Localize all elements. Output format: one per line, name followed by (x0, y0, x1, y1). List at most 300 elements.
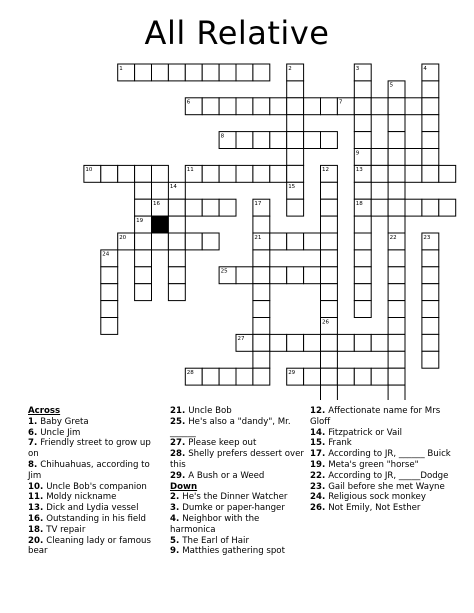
clue-num: 21. (170, 406, 189, 416)
grid-cell[interactable] (422, 233, 439, 250)
grid-cell[interactable] (152, 233, 169, 250)
down-clue (310, 492, 460, 503)
clue-number: 15 (288, 184, 296, 191)
grid-cell[interactable] (371, 98, 388, 115)
clue-text: The Earl of Hair (182, 535, 249, 546)
grid-cell[interactable] (236, 267, 253, 284)
grid-cell[interactable] (253, 368, 270, 385)
grid-cell[interactable] (202, 64, 219, 81)
grid-cell[interactable] (388, 98, 405, 115)
clue-num: 22. (310, 470, 329, 481)
grid-cell[interactable] (135, 250, 152, 267)
grid-cell[interactable] (388, 81, 405, 98)
grid-cell[interactable] (101, 267, 118, 284)
grid-cell[interactable] (422, 250, 439, 267)
grid-cell[interactable] (354, 132, 371, 149)
down-clue (170, 503, 306, 514)
grid-cell[interactable] (101, 318, 118, 335)
clue-number: 19 (136, 217, 144, 224)
clue-num: 6. (28, 427, 41, 438)
grid-cell[interactable] (287, 81, 304, 98)
clue-text: Fitzpatrick or Vail (328, 427, 403, 438)
clue-number: 12 (322, 167, 329, 174)
grid-cell[interactable] (422, 165, 439, 182)
grid-cell[interactable] (135, 216, 152, 233)
clue-num: 4. (170, 513, 183, 524)
grid-cell[interactable] (388, 165, 405, 182)
grid-cell[interactable] (422, 334, 439, 351)
grid-cell[interactable] (304, 267, 321, 284)
clue-number: 8 (220, 133, 225, 140)
grid-cell[interactable] (321, 351, 338, 368)
grid-cell[interactable] (354, 284, 371, 301)
down-clue (170, 514, 306, 536)
down-clue (170, 536, 306, 547)
clue-num: 24. (310, 492, 329, 503)
grid-cell[interactable] (321, 132, 338, 149)
clue-number: 10 (85, 167, 93, 174)
grid-cell[interactable] (321, 98, 338, 115)
grid-cell[interactable] (101, 301, 118, 318)
clue-number: 23 (423, 234, 431, 241)
grid-cell[interactable] (101, 250, 118, 267)
grid-cell[interactable] (101, 284, 118, 301)
grid-cell[interactable] (422, 81, 439, 98)
clue-text: He's also a "dandy", Mr. ______ (170, 416, 291, 438)
clue-number: 20 (119, 234, 127, 241)
grid-cell[interactable] (219, 368, 236, 385)
grid-cell[interactable] (168, 267, 185, 284)
grid-cell[interactable] (321, 267, 338, 284)
grid-cell[interactable] (388, 385, 405, 400)
grid-cell[interactable] (422, 132, 439, 149)
clue-num: 23. (310, 481, 329, 492)
grid-cell[interactable] (287, 132, 304, 149)
down-heading: Down (170, 481, 198, 492)
clue-num: 11. (28, 492, 47, 503)
grid-cell[interactable] (236, 132, 253, 149)
grid-cell[interactable] (321, 199, 338, 216)
grid-cell[interactable] (371, 368, 388, 385)
clue-text: According to JR, _____Dodge (328, 470, 449, 481)
grid-cell[interactable] (354, 216, 371, 233)
clue-text: A Bush or a Weed (188, 470, 265, 481)
clue-num: 15. (310, 438, 329, 449)
grid-cell[interactable] (236, 64, 253, 81)
grid-cell[interactable] (354, 199, 371, 216)
grid-cell[interactable] (321, 385, 338, 400)
across-clue (28, 536, 163, 558)
grid-cell[interactable] (337, 98, 354, 115)
across-clue (28, 460, 163, 482)
grid-cell[interactable] (321, 182, 338, 199)
grid-cell[interactable] (354, 149, 371, 166)
grid-cell[interactable] (354, 334, 371, 351)
grid-cell[interactable] (354, 182, 371, 199)
grid-cell[interactable] (321, 250, 338, 267)
grid-cell[interactable] (388, 301, 405, 318)
grid-cell[interactable] (270, 334, 287, 351)
grid-cell[interactable] (371, 165, 388, 182)
grid-cell[interactable] (287, 115, 304, 132)
clue-number: 28 (186, 370, 194, 376)
grid-cell[interactable] (118, 233, 135, 250)
grid-cell[interactable] (84, 165, 101, 182)
grid-cell[interactable] (253, 351, 270, 368)
grid-cell[interactable] (354, 81, 371, 98)
clue-text: Friendly street to grow up on (28, 438, 151, 460)
grid-cell[interactable] (388, 284, 405, 301)
grid-cell[interactable] (253, 216, 270, 233)
clue-text: Outstanding in his field (46, 513, 146, 524)
grid-cell[interactable] (388, 334, 405, 351)
grid-cell[interactable] (287, 64, 304, 81)
clue-text: Uncle Bob (188, 406, 232, 416)
clue-number: 18 (355, 201, 363, 207)
clue-num: 3. (170, 503, 183, 514)
grid-cell[interactable] (304, 368, 321, 385)
grid-cell[interactable] (371, 199, 388, 216)
clue-number: 6 (186, 99, 191, 106)
grid-cell[interactable] (321, 368, 338, 385)
grid-cell[interactable] (168, 64, 185, 81)
grid-cell[interactable] (219, 98, 236, 115)
grid-cell[interactable] (118, 64, 135, 81)
grid-cell[interactable] (168, 199, 185, 216)
down-clue (310, 449, 460, 460)
across-clue (170, 417, 306, 439)
grid-cell[interactable] (253, 284, 270, 301)
clue-num: 9. (170, 546, 183, 557)
clue-num: 26. (310, 503, 329, 514)
clue-num: 16. (28, 513, 47, 524)
grid-cell[interactable] (354, 233, 371, 250)
grid-cell[interactable] (219, 132, 236, 149)
clue-number: 4 (423, 65, 427, 72)
grid-cell[interactable] (168, 182, 185, 199)
grid-cell[interactable] (253, 250, 270, 267)
down-clue (170, 492, 306, 503)
across-clue (28, 525, 163, 536)
grid-cell[interactable] (287, 149, 304, 166)
grid-cell[interactable] (185, 165, 202, 182)
grid-cell[interactable] (321, 301, 338, 318)
grid-cell[interactable] (236, 334, 253, 351)
grid-cell[interactable] (219, 199, 236, 216)
grid-cell[interactable] (388, 149, 405, 166)
clue-number: 5 (389, 82, 394, 89)
grid-cell[interactable] (371, 149, 388, 166)
grid-cell[interactable] (354, 267, 371, 284)
grid-cell[interactable] (388, 351, 405, 368)
clue-number: 1 (119, 65, 123, 72)
grid-cell[interactable] (253, 98, 270, 115)
grid-cell[interactable] (219, 165, 236, 182)
grid-cell[interactable] (439, 199, 456, 216)
clue-text: According to JR, ______ Buick (328, 449, 451, 460)
grid-cell[interactable] (135, 233, 152, 250)
across-clue (28, 417, 163, 428)
down-clue (310, 482, 460, 493)
grid-cell[interactable] (388, 216, 405, 233)
grid-cell[interactable] (337, 334, 354, 351)
clue-column-1 (28, 406, 163, 557)
grid-cell[interactable] (321, 233, 338, 250)
grid-cell[interactable] (321, 216, 338, 233)
grid-cell[interactable] (270, 98, 287, 115)
clue-text: Shelly prefers dessert over this (170, 449, 304, 470)
clue-text: Religious sock monkey (328, 492, 426, 503)
grid-cell[interactable] (422, 267, 439, 284)
grid-cell[interactable] (422, 284, 439, 301)
clue-text: Baby Greta (40, 416, 89, 427)
grid-cell[interactable] (287, 368, 304, 385)
grid-cell[interactable] (202, 233, 219, 250)
clue-number: 11 (186, 167, 194, 174)
clue-number: 29 (288, 370, 296, 376)
clue-num: 13. (28, 503, 47, 514)
grid-cell[interactable] (422, 115, 439, 132)
grid-cell[interactable] (135, 199, 152, 216)
grid-block (152, 216, 169, 233)
grid-cell[interactable] (422, 64, 439, 81)
clue-num: 27. (170, 438, 189, 449)
across-clue (170, 471, 306, 482)
grid-cell[interactable] (152, 165, 169, 182)
grid-cell[interactable] (135, 284, 152, 301)
grid-cell[interactable] (253, 334, 270, 351)
grid-cell[interactable] (118, 165, 135, 182)
grid-cell[interactable] (202, 368, 219, 385)
grid-cell[interactable] (168, 233, 185, 250)
clue-text: Matthies gathering spot (182, 546, 285, 557)
clue-num: 1. (28, 416, 41, 427)
grid-cell[interactable] (202, 199, 219, 216)
grid-cell[interactable] (253, 64, 270, 81)
grid-cell[interactable] (422, 149, 439, 166)
clue-number: 2 (288, 65, 292, 72)
across-clue (28, 514, 163, 525)
clue-num: 14. (310, 427, 329, 438)
grid-cell[interactable] (405, 165, 422, 182)
down-clue (310, 438, 460, 449)
clue-text: TV repair (46, 524, 86, 535)
grid-cell[interactable] (388, 318, 405, 335)
grid-cell[interactable] (354, 64, 371, 81)
grid-cell[interactable] (388, 368, 405, 385)
grid-cell[interactable] (337, 368, 354, 385)
grid-cell[interactable] (287, 98, 304, 115)
grid-cell[interactable] (253, 233, 270, 250)
clue-text: He's the Dinner Watcher (182, 492, 288, 503)
grid-cell[interactable] (304, 98, 321, 115)
grid-cell[interactable] (371, 334, 388, 351)
grid-cell[interactable] (202, 165, 219, 182)
grid-cell[interactable] (321, 334, 338, 351)
grid-cell[interactable] (185, 233, 202, 250)
clue-number: 21 (254, 234, 262, 241)
down-clue (310, 503, 460, 514)
down-clue (310, 460, 460, 471)
clue-num: 5. (170, 535, 183, 546)
grid-cell[interactable] (287, 199, 304, 216)
clue-text: Chihuahuas, according to Jim (28, 459, 150, 481)
clue-num: 20. (28, 535, 47, 546)
grid-cell[interactable] (287, 182, 304, 199)
clue-num: 17. (310, 449, 329, 460)
grid-cell[interactable] (388, 233, 405, 250)
grid-cell[interactable] (185, 64, 202, 81)
grid-cell[interactable] (253, 318, 270, 335)
clue-text: Dumke or paper-hanger (182, 503, 285, 514)
clue-text: Gail before she met Wayne (328, 481, 445, 492)
clue-number: 26 (322, 319, 329, 326)
clue-text: Not Emily, Not Esther (328, 503, 421, 514)
grid-cell[interactable] (135, 267, 152, 284)
clue-text: Meta's green "horse" (328, 459, 419, 470)
grid-cell[interactable] (101, 165, 118, 182)
grid-cell[interactable] (185, 199, 202, 216)
grid-cell[interactable] (388, 250, 405, 267)
grid-cell[interactable] (354, 368, 371, 385)
grid-cell[interactable] (152, 64, 169, 81)
across-clue (28, 428, 163, 439)
grid-cell[interactable] (253, 165, 270, 182)
grid-cell[interactable] (270, 165, 287, 182)
grid-cell[interactable] (270, 267, 287, 284)
clue-number: 24 (102, 251, 110, 258)
grid-cell[interactable] (185, 98, 202, 115)
clue-number: 9 (355, 150, 360, 157)
grid-cell[interactable] (185, 368, 202, 385)
grid-cell[interactable] (253, 267, 270, 284)
clue-num: 8. (28, 459, 41, 470)
clue-num: 18. (28, 524, 47, 535)
clue-text: Dick and Lydia vessel (46, 503, 139, 514)
grid-cell[interactable] (135, 182, 152, 199)
grid-cell[interactable] (321, 318, 338, 335)
clue-num: 19. (310, 459, 329, 470)
grid-cell[interactable] (354, 98, 371, 115)
grid-cell[interactable] (202, 98, 219, 115)
grid-cell[interactable] (388, 199, 405, 216)
grid-cell[interactable] (405, 149, 422, 166)
clue-number: 27 (237, 336, 245, 343)
grid-cell[interactable] (388, 132, 405, 149)
grid-cell[interactable] (388, 267, 405, 284)
across-clue (170, 406, 306, 417)
clue-number: 16 (153, 201, 160, 207)
grid-cell[interactable] (439, 165, 456, 182)
clue-num: 12. (310, 406, 329, 416)
puzzle-title: All Relative (144, 14, 330, 52)
across-clue (28, 482, 163, 493)
clue-column-3 (310, 406, 460, 514)
grid-cell[interactable] (236, 98, 253, 115)
clue-number: 17 (254, 201, 262, 207)
clue-text: Frank (328, 438, 352, 449)
down-clue (310, 471, 460, 482)
grid-cell[interactable] (287, 334, 304, 351)
clue-num: 29. (170, 470, 189, 481)
down-clue (310, 406, 460, 428)
clue-number: 3 (355, 65, 360, 72)
clue-num: 28. (170, 449, 189, 460)
grid-cell[interactable] (270, 132, 287, 149)
grid-cell[interactable] (388, 115, 405, 132)
grid-cell[interactable] (321, 165, 338, 182)
grid-cell[interactable] (422, 301, 439, 318)
grid-cell[interactable] (152, 199, 169, 216)
grid-cell[interactable] (270, 233, 287, 250)
grid-cell[interactable] (354, 301, 371, 318)
grid-cell[interactable] (219, 267, 236, 284)
clue-number: 7 (338, 99, 343, 106)
grid-cell[interactable] (405, 199, 422, 216)
grid-cell[interactable] (253, 132, 270, 149)
grid-cell[interactable] (253, 199, 270, 216)
clue-text: Affectionate name for Mrs Gloff (310, 406, 441, 427)
clue-num: 10. (28, 481, 47, 492)
clue-text: Uncle Bob's companion (46, 481, 147, 492)
grid-cell[interactable] (168, 250, 185, 267)
grid-cell[interactable] (304, 334, 321, 351)
grid-cell[interactable] (168, 216, 185, 233)
grid-cell[interactable] (422, 199, 439, 216)
clue-number: 14 (169, 184, 177, 191)
grid-cell[interactable] (422, 351, 439, 368)
grid-cell[interactable] (354, 115, 371, 132)
grid-cell[interactable] (422, 318, 439, 335)
grid-cell[interactable] (253, 301, 270, 318)
clue-number: 22 (389, 234, 397, 241)
grid-cell[interactable] (287, 233, 304, 250)
grid-cell[interactable] (219, 64, 236, 81)
grid-cell[interactable] (321, 284, 338, 301)
across-heading: Across (28, 406, 61, 416)
across-clue (170, 449, 306, 471)
grid-cell[interactable] (304, 233, 321, 250)
grid-cell[interactable] (422, 98, 439, 115)
across-clue (28, 438, 163, 460)
down-clue (310, 428, 460, 439)
across-clue (28, 503, 163, 514)
grid-cell[interactable] (236, 368, 253, 385)
grid-cell[interactable] (388, 182, 405, 199)
grid-cell[interactable] (354, 250, 371, 267)
clue-text: Uncle Jim (40, 427, 81, 438)
across-clue (28, 492, 163, 503)
grid-cell[interactable] (135, 165, 152, 182)
clue-number: 13 (355, 167, 363, 174)
clue-text: Moldy nickname (46, 492, 117, 503)
grid-cell[interactable] (304, 132, 321, 149)
grid-cell[interactable] (287, 267, 304, 284)
clue-num: 7. (28, 438, 41, 449)
grid-cell[interactable] (405, 98, 422, 115)
clue-number: 25 (220, 268, 228, 275)
grid-cell[interactable] (287, 165, 304, 182)
clue-num: 2. (170, 492, 183, 503)
grid-cell[interactable] (135, 64, 152, 81)
grid-cell[interactable] (236, 165, 253, 182)
grid-cell[interactable] (168, 284, 185, 301)
clue-text: Cleaning lady or famous bear (28, 535, 151, 557)
down-clue (170, 546, 306, 557)
clue-text: Neighbor with the harmonica (170, 513, 260, 535)
grid-cell[interactable] (354, 165, 371, 182)
across-clue (170, 438, 306, 449)
